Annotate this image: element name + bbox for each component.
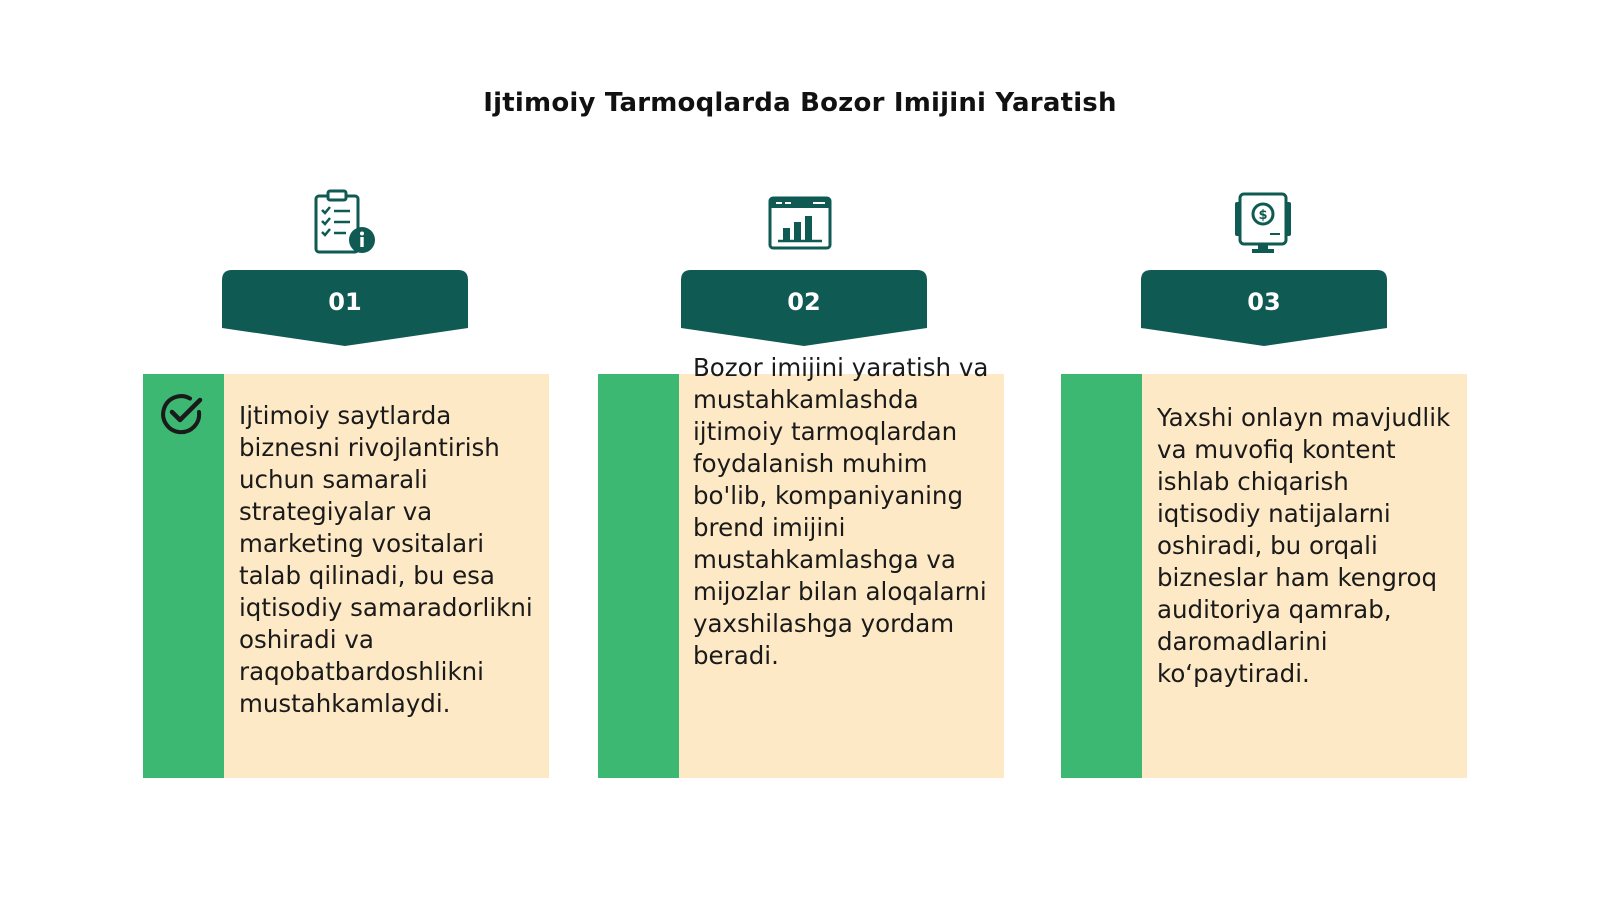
step-card-02 xyxy=(598,353,1004,778)
step-number: 02 xyxy=(787,288,821,316)
page-title: Ijtimoiy Tarmoqlarda Bozor Imijini Yaratish xyxy=(483,88,1117,118)
step-number: 03 xyxy=(1247,288,1281,316)
step-card-03 xyxy=(1061,374,1467,778)
card-accent-bar xyxy=(1061,374,1142,778)
checkmark-circle-icon xyxy=(159,390,207,438)
step-description: Yaxshi onlayn mavjudlik va muvofiq kontent ishlab chiqarish iqtisodiy natijalarni oshiradi, bu orqali bizneslar ham kengroq auditoriya qamrab, daromadlarini koʻpaytiradi. xyxy=(1157,403,1451,688)
monitor-dollar-icon xyxy=(1228,188,1298,258)
step-description: Ijtimoiy saytlarda biznesni rivojlantirish uchun samarali strategiyalar va marketing vositalari talab qilinadi, bu esa iqtisodiy samaradorlikni oshiradi va raqobatbardoshlikni mustahkamlaydi. xyxy=(239,401,533,718)
step-badge-02 xyxy=(681,270,927,346)
step-card-01 xyxy=(143,374,549,778)
clipboard-checklist-info-icon xyxy=(310,188,380,258)
step-badge-01 xyxy=(222,270,468,346)
card-accent-bar xyxy=(598,374,679,778)
step-description: Bozor imijini yaratish va mustahkamlashda ijtimoiy tarmoqlardan foydalanish muhim bo'lib, kompaniyaning brend imijini mustahkamlashga va mijozlar bilan aloqalarni yaxshilashga yordam beradi. xyxy=(693,353,989,670)
svg-text:$: $ xyxy=(1258,208,1268,223)
card-accent-bar xyxy=(143,374,224,778)
step-number: 01 xyxy=(328,288,362,316)
step-badge-03 xyxy=(1141,270,1387,346)
browser-bar-chart-icon xyxy=(765,188,835,258)
